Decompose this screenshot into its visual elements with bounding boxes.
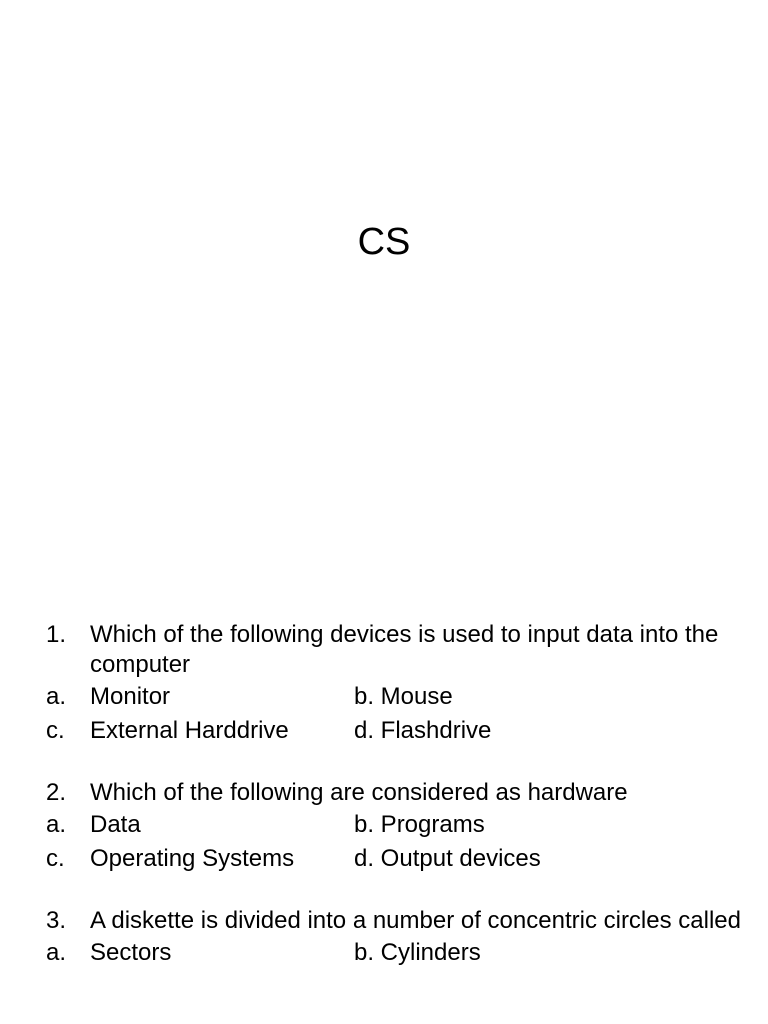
question-text: Which of the following are considered as hardware xyxy=(90,779,628,806)
option-right: b. Mouse xyxy=(354,683,453,710)
option-right: b. Programs xyxy=(354,811,485,838)
option-left: Sectors xyxy=(90,939,172,966)
option-letter: a. xyxy=(46,811,67,838)
option-letter: c. xyxy=(46,717,65,744)
option-left: External Harddrive xyxy=(90,717,289,744)
option-row xyxy=(46,714,746,748)
question-text-line xyxy=(46,620,746,680)
option-row xyxy=(46,842,746,876)
question-text-line xyxy=(46,906,746,936)
question-3 xyxy=(46,906,746,970)
option-left: Data xyxy=(90,811,141,838)
option-right: b. Cylinders xyxy=(354,939,481,966)
option-row xyxy=(46,936,746,970)
question-number: 1. xyxy=(46,621,67,648)
question-number: 3. xyxy=(46,907,67,934)
option-right: d. Output devices xyxy=(354,845,541,872)
option-letter: a. xyxy=(46,939,67,966)
option-letter: c. xyxy=(46,845,65,872)
question-number: 2. xyxy=(46,779,67,806)
option-left: Monitor xyxy=(90,683,171,710)
question-text-line xyxy=(46,778,746,808)
option-left: Operating Systems xyxy=(90,845,295,872)
option-row xyxy=(46,808,746,842)
question-list xyxy=(46,620,746,1000)
option-right: d. Flashdrive xyxy=(354,717,492,744)
question-text: Which of the following devices is used to input data into the computer xyxy=(90,621,719,678)
question-2 xyxy=(46,778,746,876)
question-text: A diskette is divided into a number of concentric circles called xyxy=(90,907,741,934)
option-letter: a. xyxy=(46,683,67,710)
page-title: CS xyxy=(357,221,411,263)
option-row xyxy=(46,680,746,714)
question-1 xyxy=(46,620,746,748)
